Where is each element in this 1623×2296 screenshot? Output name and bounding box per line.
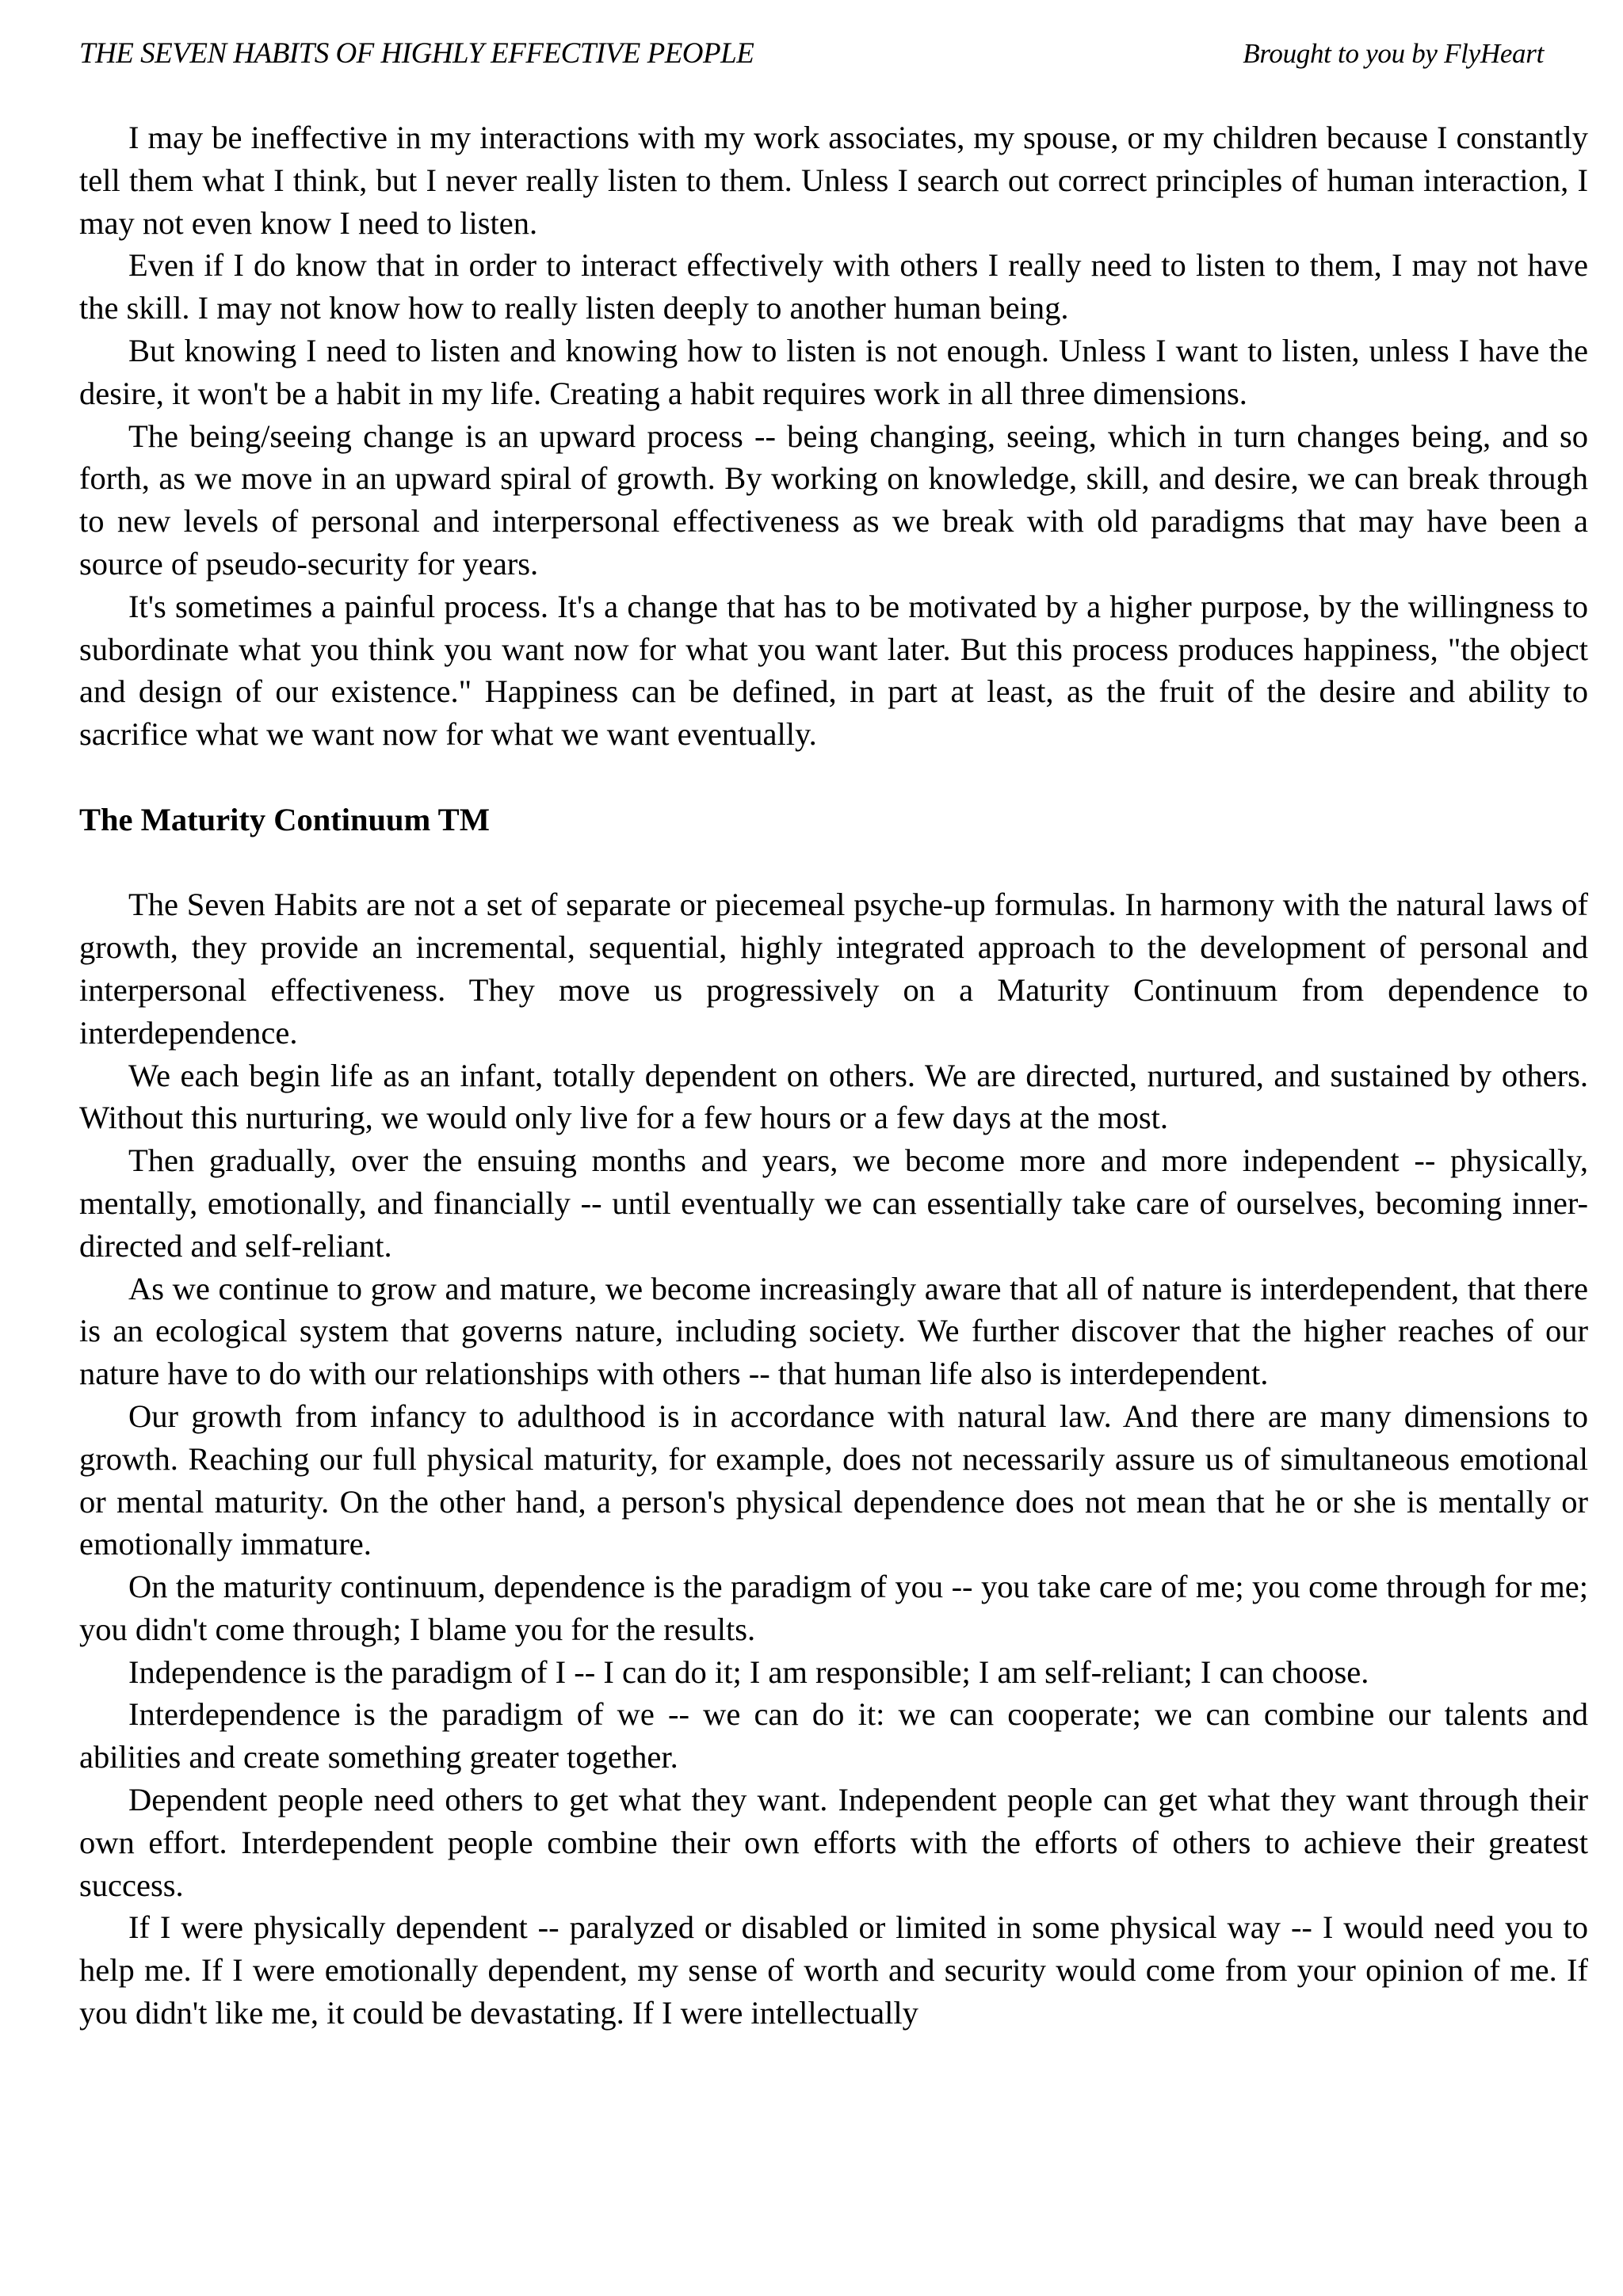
paragraph: Interdependence is the paradigm of we -- we can do it: we can cooperate; we can combine our talents and abilities and create something greater together. — [79, 1696, 1588, 1775]
paragraph: Dependent people need others to get what they want. Independent people can get what they want through their own effort. Interdependent people combine their own efforts with the efforts of others to achieve their greatest success. — [79, 1782, 1588, 1903]
running-header — [79, 35, 1544, 73]
body-text — [79, 116, 1588, 2035]
paragraph: The being/seeing change is an upward process -- being changing, seeing, which in turn changes being, and so forth, as we move in an upward spiral of growth. By working on knowledge, skill, and desire, we can break through to new levels of personal and interpersonal effectiveness as we break with old paradigms that may have been a source of pseudo-security for years. — [79, 418, 1588, 582]
paragraph: On the maturity continuum, dependence is the paradigm of you -- you take care of me; you come through for me; you didn't come through; I blame you for the results. — [79, 1569, 1588, 1647]
paragraph: I may be ineffective in my interactions with my work associates, my spouse, or my children because I constantly tell them what I think, but I never really listen to them. Unless I search out correct principles of human interaction, I may not even know I need to listen. — [79, 120, 1588, 241]
paragraph: Even if I do know that in order to interact effectively with others I really need to listen to them, I may not have the skill. I may not know how to really listen deeply to another human being. — [79, 247, 1588, 326]
paragraph: The Seven Habits are not a set of separate or piecemeal psyche-up formulas. In harmony with the natural laws of growth, they provide an incremental, sequential, highly integrated approach to the development of personal and interpersonal effectiveness. They move us progressively on a Maturity Continuum from dependence to interdependence. — [79, 887, 1588, 1051]
header-book-title: THE SEVEN HABITS OF HIGHLY EFFECTIVE PEOPLE — [79, 37, 754, 70]
paragraph: Then gradually, over the ensuing months and years, we become more and more independent -- physically, mentally, emotionally, and financially -- until eventually we can essentially take care of ourselves, becoming inner-directed and self-reliant. — [79, 1142, 1588, 1264]
paragraph: But knowing I need to listen and knowing how to listen is not enough. Unless I want to listen, unless I have the desire, it won't be a habit in my life. Creating a habit requires work in all three dimensions. — [79, 332, 1588, 411]
paragraph: Independence is the paradigm of I -- I can do it; I am responsible; I am self-reliant; I can choose. — [128, 1653, 1369, 1690]
paragraph: As we continue to grow and mature, we become increasingly aware that all of nature is interdependent, that there is an ecological system that governs nature, including society. We further discover that the higher reaches of our nature have to do with our relationships with others -- that human life also is interdependent. — [79, 1270, 1588, 1392]
section-heading: The Maturity Continuum TM — [79, 801, 490, 837]
header-credit: Brought to you by FlyHeart — [1243, 38, 1544, 69]
paragraph: If I were physically dependent -- paralyzed or disabled or limited in some physical way -- I would need you to help me. If I were emotionally dependent, my sense of worth and security would come from your opinion of me. If you didn't like me, it could be devastating. If I were intellectually — [79, 1909, 1588, 2031]
paragraph: It's sometimes a painful process. It's a change that has to be motivated by a higher purpose, by the willingness to subordinate what you think you want now for what you want later. But this process produces happiness, "the object and design of our existence." Happiness can be defined, in part at least, as the fruit of the desire and ability to sacrifice what we want now for what we want eventually. — [79, 588, 1588, 753]
paragraph: Our growth from infancy to adulthood is in accordance with natural law. And there are many dimensions to growth. Reaching our full physical maturity, for example, does not necessarily assure us of simultaneous emotional or mental maturity. On the other hand, a person's physical dependence does not mean that he or she is mentally or emotionally immature. — [79, 1398, 1588, 1562]
paragraph: We each begin life as an infant, totally dependent on others. We are directed, nurtured, and sustained by others. Without this nurturing, we would only live for a few hours or a few days at the most. — [79, 1057, 1588, 1136]
